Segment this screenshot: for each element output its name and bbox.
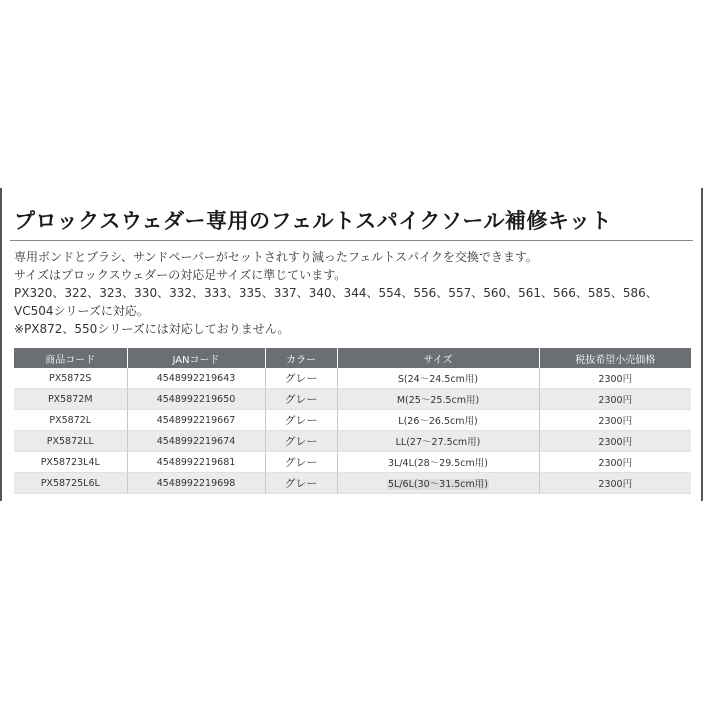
spec-table [14, 348, 691, 494]
cell-size: LL(27〜27.5cm用) [337, 431, 539, 452]
cell-product-code: PX58725L6L [14, 473, 127, 494]
description-line: PX320、322、323、330、332、333、335、337、340、344、554、556、557、560、561、566、585、586、VC504シリーズに対応。 [14, 286, 658, 318]
cell-jan-code: 4548992219681 [127, 452, 265, 473]
cell-color: グレー [265, 389, 337, 410]
table-row [14, 452, 691, 473]
cell-jan-code: 4548992219643 [127, 368, 265, 389]
cell-jan-code: 4548992219698 [127, 473, 265, 494]
header-price: 税抜希望小売価格 [539, 348, 691, 368]
cell-price: 2300円 [539, 431, 691, 452]
title-divider [10, 240, 693, 241]
cell-size: S(24〜24.5cm用) [337, 368, 539, 389]
cell-color: グレー [265, 473, 337, 494]
cell-product-code: PX5872L [14, 410, 127, 431]
description-line: 専用ボンドとブラシ、サンドペーパーがセットされすり減ったフェルトスパイクを交換できます。 [14, 250, 538, 264]
cell-color: グレー [265, 452, 337, 473]
header-product-code: 商品コード [14, 348, 127, 368]
cell-price: 2300円 [539, 473, 691, 494]
cell-color: グレー [265, 368, 337, 389]
cell-product-code: PX5872S [14, 368, 127, 389]
table-row [14, 473, 691, 494]
description-line: サイズはプロックスウェダーの対応足サイズに準じています。 [14, 268, 347, 282]
page-title: プロックスウェダー専用のフェルトスパイクソール補修キット [14, 209, 613, 233]
header-color: カラー [265, 348, 337, 368]
cell-size: L(26〜26.5cm用) [337, 410, 539, 431]
table-header-row [14, 348, 691, 368]
table-row [14, 389, 691, 410]
size-highlight: 5L/6L(30〜31.5cm用) [387, 479, 488, 490]
cell-product-code: PX5872M [14, 389, 127, 410]
cell-size: M(25〜25.5cm用) [337, 389, 539, 410]
cell-price: 2300円 [539, 389, 691, 410]
header-size: サイズ [337, 348, 539, 368]
description-line: ※PX872、550シリーズには対応しておりません。 [14, 322, 290, 336]
cell-jan-code: 4548992219674 [127, 431, 265, 452]
cell-product-code: PX5872LL [14, 431, 127, 452]
table-row [14, 368, 691, 389]
table-row [14, 431, 691, 452]
cell-size: 3L/4L(28〜29.5cm用) [337, 452, 539, 473]
cell-price: 2300円 [539, 452, 691, 473]
cell-product-code: PX58723L4L [14, 452, 127, 473]
cell-price: 2300円 [539, 368, 691, 389]
cell-jan-code: 4548992219650 [127, 389, 265, 410]
table-row [14, 410, 691, 431]
cell-color: グレー [265, 431, 337, 452]
cell-color: グレー [265, 410, 337, 431]
description [14, 248, 690, 338]
cell-jan-code: 4548992219667 [127, 410, 265, 431]
header-jan-code: JANコード [127, 348, 265, 368]
cell-size [337, 473, 539, 494]
cell-price: 2300円 [539, 410, 691, 431]
